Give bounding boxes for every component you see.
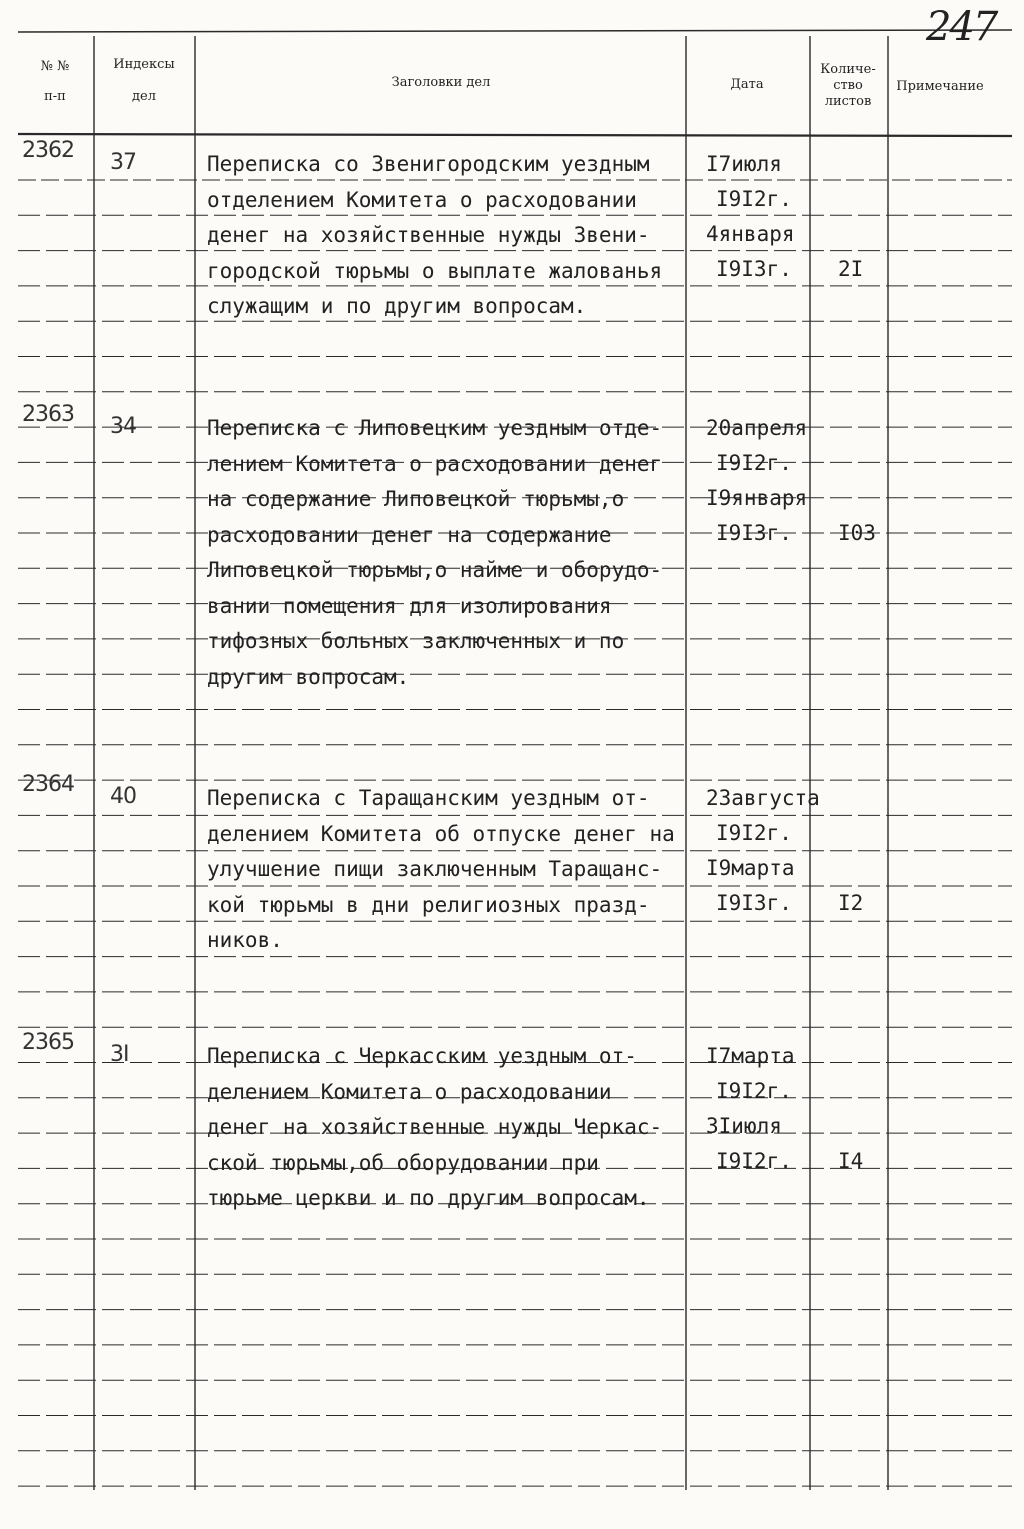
record-sheet-count: I2 [838, 891, 864, 915]
record-sheet-count: 2I [838, 257, 864, 281]
header-count-line3: листов [824, 94, 872, 109]
record-date-line: 23августа [706, 786, 820, 810]
record-index: 34 [110, 414, 136, 439]
page-number: 247 [926, 4, 997, 50]
header-count-line2: ство [833, 78, 863, 93]
record-date-line: I9I2г. [716, 187, 792, 211]
header-date-label: Дата [730, 77, 764, 92]
header-num-label [20, 58, 90, 106]
record-date-line: I9I3г. [716, 521, 792, 545]
header-count-label [810, 62, 886, 110]
record-date-line: I9I3г. [716, 257, 792, 281]
record-date-line: I9I2г. [716, 1079, 792, 1103]
record-title-line: денег на хозяйственные нужды Звени- [207, 223, 650, 247]
record-date-line: I9марта [706, 856, 795, 880]
record-title-line: городской тюрьмы о выплате жалованья [207, 258, 663, 283]
record-title-line: Переписка с Черкасским уездным от- [207, 1044, 637, 1068]
record-date-line: I9I2г. [716, 1149, 792, 1173]
header-note-label: Примечание [896, 79, 984, 94]
record-date-line: I7марта [706, 1044, 795, 1068]
record-index: 3I [110, 1042, 129, 1067]
record-title-line: отделением Комитета о расходовании [207, 187, 637, 212]
record-date-line: I7июля [706, 152, 782, 176]
record-date-line: I9января [706, 486, 808, 510]
record-title-line: Липовецкой тюрьмы,о найме и оборудо- [207, 558, 663, 582]
record-title-line: Переписка с Липовецким уездным отде- [207, 416, 663, 440]
record-title-line: другим вопросам. [207, 664, 410, 689]
top-rule [18, 30, 1012, 32]
record-title-line: ников. [207, 928, 283, 952]
record-title-line: вании помещения для изолирования [207, 593, 612, 618]
record-date-line: 4января [706, 222, 795, 246]
record-title-line: денег на хозяйственные нужды Черкас- [207, 1115, 663, 1139]
record-title-line: делением Комитета об отпуске денег на [207, 821, 675, 846]
record-title-line: расходовании денег на содержание [207, 522, 612, 547]
record-sheet-count: I03 [838, 521, 876, 545]
record-title-line: лением Комитета о расходовании денег [207, 451, 663, 476]
record-number: 2363 [22, 402, 74, 427]
record-title-line: кой тюрьмы в дни религиозных празд- [207, 892, 650, 917]
record-date-line: I9I2г. [716, 821, 792, 845]
record-title-line: служащим и по другим вопросам. [207, 294, 587, 318]
record-title-line: делением Комитета о расходовании [207, 1079, 612, 1104]
header-index-label [96, 56, 192, 106]
record-title-line: тюрьме церкви и по другим вопросам. [207, 1186, 650, 1210]
record-date-line: I9I3г. [716, 891, 792, 915]
header-bottom-rule [18, 134, 1012, 136]
record-index: 37 [110, 150, 136, 175]
record-date-line: I9I2г. [716, 451, 792, 475]
record-number: 2362 [22, 138, 74, 163]
header-num-line1: № № [40, 59, 70, 74]
record-date-line: 3Iиюля [706, 1114, 782, 1138]
record-index: 40 [110, 784, 136, 809]
record-title-line: улучшение пищи заключенным Таращанс- [207, 857, 663, 881]
header-index-line2: дел [132, 89, 156, 104]
record-title-line: Переписка со Звенигородским уездным [207, 152, 650, 176]
record-sheet-count: I4 [838, 1149, 864, 1173]
header-count-line1: Количе- [820, 62, 876, 77]
record-number: 2364 [22, 772, 74, 797]
record-title-line: тифозных больных заключенных и по [207, 629, 625, 653]
record-number: 2365 [22, 1030, 74, 1055]
header-titles-label: Заголовки дел [391, 75, 491, 90]
record-title-line: на содержание Липовецкой тюрьмы,о [207, 487, 625, 511]
record-title-line: Переписка с Таращанским уездным от- [207, 786, 650, 810]
header-index-line1: Индексы [113, 57, 175, 72]
header-num-line2: п-п [44, 89, 66, 104]
record-date-line: 20апреля [706, 416, 808, 440]
record-title-line: ской тюрьмы,об оборудовании при [207, 1150, 599, 1175]
